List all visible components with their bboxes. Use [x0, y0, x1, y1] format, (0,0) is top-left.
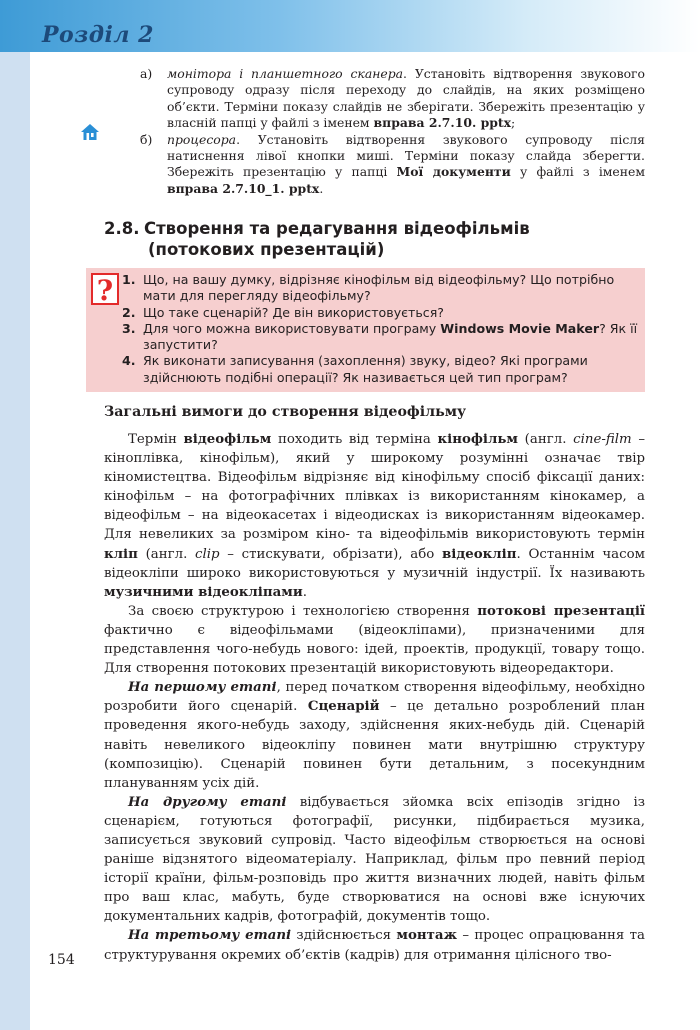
question-text — [143, 321, 642, 354]
section-title-line1: Створення та редагування відеофільмів — [144, 219, 530, 238]
text-segment: За своєю структурою і технологією створення — [128, 603, 478, 619]
text-segment: – процес опрацювання та структурування окремих об’єктів (кадрів) для отримання цілісного тво- — [104, 928, 645, 963]
question-number: 3. — [122, 320, 136, 336]
text-segment: Мої документи — [396, 164, 511, 180]
text-segment: На другому етапі — [128, 793, 287, 810]
left-margin-bar — [0, 0, 30, 1030]
text-segment: cine-film — [573, 432, 632, 447]
text-segment: відеокліп — [442, 545, 517, 562]
text-segment: Як виконати записування (захоплення) звуку, відео? Які програми здійснюють подібні операції? Як називається цей тип програм? — [143, 353, 588, 385]
text-segment: Для чого можна використовувати програму — [143, 320, 441, 336]
question-item — [122, 321, 642, 354]
home-task-icon — [80, 122, 100, 142]
section-title — [104, 218, 530, 260]
text-segment: монтаж — [396, 927, 458, 944]
task-b — [140, 132, 645, 198]
task-label: б) — [140, 131, 153, 147]
text-segment: монітора і планшетного сканера — [167, 66, 404, 81]
task-text — [167, 132, 645, 198]
chapter-header-band — [0, 0, 700, 52]
body-text — [104, 430, 645, 965]
text-segment: Що таке сценарій? Де він використовується? — [143, 304, 444, 320]
task-a — [140, 66, 645, 132]
text-segment: – це детально розроблений план проведення якого-небудь заходу, здійснення яких-небудь дій. Сценарій навіть невеликого відеокліпу повинен мати внутрішню структуру (композицію). Сценарій повинен бути детальним, з посекундним плануванням усіх дій. — [104, 699, 645, 791]
question-item — [122, 353, 642, 386]
text-segment: – кіноплівка, кінофільм), який у широкому розумінні означає твір кіномистецтва. Відеофільм відрізняє від кінофільму спосіб фіксації даних: кінофільм – на фотографічних плівках із використанням кінокамер, а відеофільм – на відеокасетах і відеодисках із використанням відеокамер. Для невеликих за розміром кіно- та відеофільмів використовують термін — [104, 432, 645, 543]
text-segment: у файлі з іменем — [510, 164, 645, 180]
question-list — [122, 272, 642, 386]
question-item — [122, 305, 642, 321]
section-number: 2.8. — [104, 219, 140, 238]
text-segment: На третьому етапі — [128, 927, 292, 944]
text-segment: (англ. — [137, 546, 196, 562]
text-segment: На першому етапі — [128, 679, 277, 696]
question-number: 1. — [122, 272, 136, 287]
text-segment: . — [302, 584, 307, 600]
text-segment: кліп — [104, 545, 138, 562]
text-segment: відбувається зйомка всіх епізодів згідно із сценарієм, готуються фотографії, рисунки, підбирається музика, записується звуковий супровід. Часто відеофільм створюється на основі раніше відзнятого відеоматеріалу. Наприклад, фільм про певний період історії країни, фільм-розповідь про життя визначних людей, навіть фільм про ваш клас, мабуть, буде створюватися на основі вже існуючих документальних кадрів, фотографій, документів тощо. — [104, 794, 646, 925]
paragraph — [104, 678, 645, 793]
text-segment: ; — [511, 115, 516, 131]
task-label: а) — [140, 66, 153, 81]
question-text — [143, 272, 642, 305]
text-segment: походить від терміна — [271, 432, 438, 447]
text-segment: (англ. — [518, 432, 574, 447]
text-segment: ? Як її запустити? — [143, 320, 638, 353]
text-segment: потокові презентації — [477, 602, 645, 619]
question-text — [143, 353, 642, 386]
svg-text:?: ? — [96, 274, 114, 305]
page-number: 154 — [48, 952, 75, 968]
question-mark-icon — [91, 273, 119, 305]
text-segment: , перед початком створення відеофільму, необхідно розробити його сценарій. — [104, 680, 645, 715]
text-segment: . — [319, 180, 324, 196]
text-segment: Windows Movie Maker — [440, 320, 600, 336]
text-segment: – стискувати, обрізати), або — [219, 546, 443, 562]
text-segment: clip — [195, 546, 220, 562]
section-title-line2: (потокових презентацій) — [148, 240, 385, 259]
text-segment: . Останнім часом відеокліпи широко використовуються у музичній індустрії. Їх називають — [104, 546, 646, 581]
text-segment: кінофільм — [437, 431, 519, 447]
question-item — [122, 272, 642, 305]
text-segment: . Установіть відтворення звукового супроводу після натиснення лівої кнопки миші. Терміни показу слайда зберегти. Збережіть презентацію у папці — [167, 131, 645, 180]
task-text — [167, 66, 645, 132]
paragraph — [104, 926, 645, 964]
subheading: Загальні вимоги до створення відеофільму — [104, 404, 467, 420]
question-text — [143, 305, 642, 321]
question-number: 2. — [122, 304, 136, 320]
text-segment: . Установіть відтворення звукового супроводу одразу після переходу до слайдів, на яких розміщено об’єкти. Терміни показу слайдів не зберігати. Збережіть презентацію у власній папці у файлі з іменем — [167, 66, 645, 131]
text-segment: Термін — [128, 432, 184, 447]
question-number: 4. — [122, 353, 136, 369]
text-segment: Що, на вашу думку, відрізняє кінофільм від відеофільму? Що потрібно мати для перегляду відеофільму? — [143, 272, 615, 304]
text-segment: музичними відеокліпами — [104, 583, 303, 600]
text-segment: вправа 2.7.10_1. pptx — [167, 180, 320, 196]
paragraph — [104, 793, 645, 927]
paragraph — [104, 430, 645, 602]
text-segment: Сценарій — [307, 698, 380, 715]
text-segment: здійснюється — [291, 928, 397, 944]
chapter-title: Розділ 2 — [42, 22, 154, 48]
text-segment: фактично є відеофільмами (відеокліпами), призначеними для представлення чого-небудь нового: ідей, проектів, продукції, товару тощо. Для створення потокових презентацій використовують відеоредактори. — [104, 622, 645, 677]
paragraph — [104, 602, 645, 678]
text-segment: вправа 2.7.10. pptx — [373, 115, 512, 131]
text-segment: відеофільм — [183, 431, 272, 447]
text-segment: процесора — [167, 131, 237, 147]
exercise-tasks — [140, 66, 645, 197]
